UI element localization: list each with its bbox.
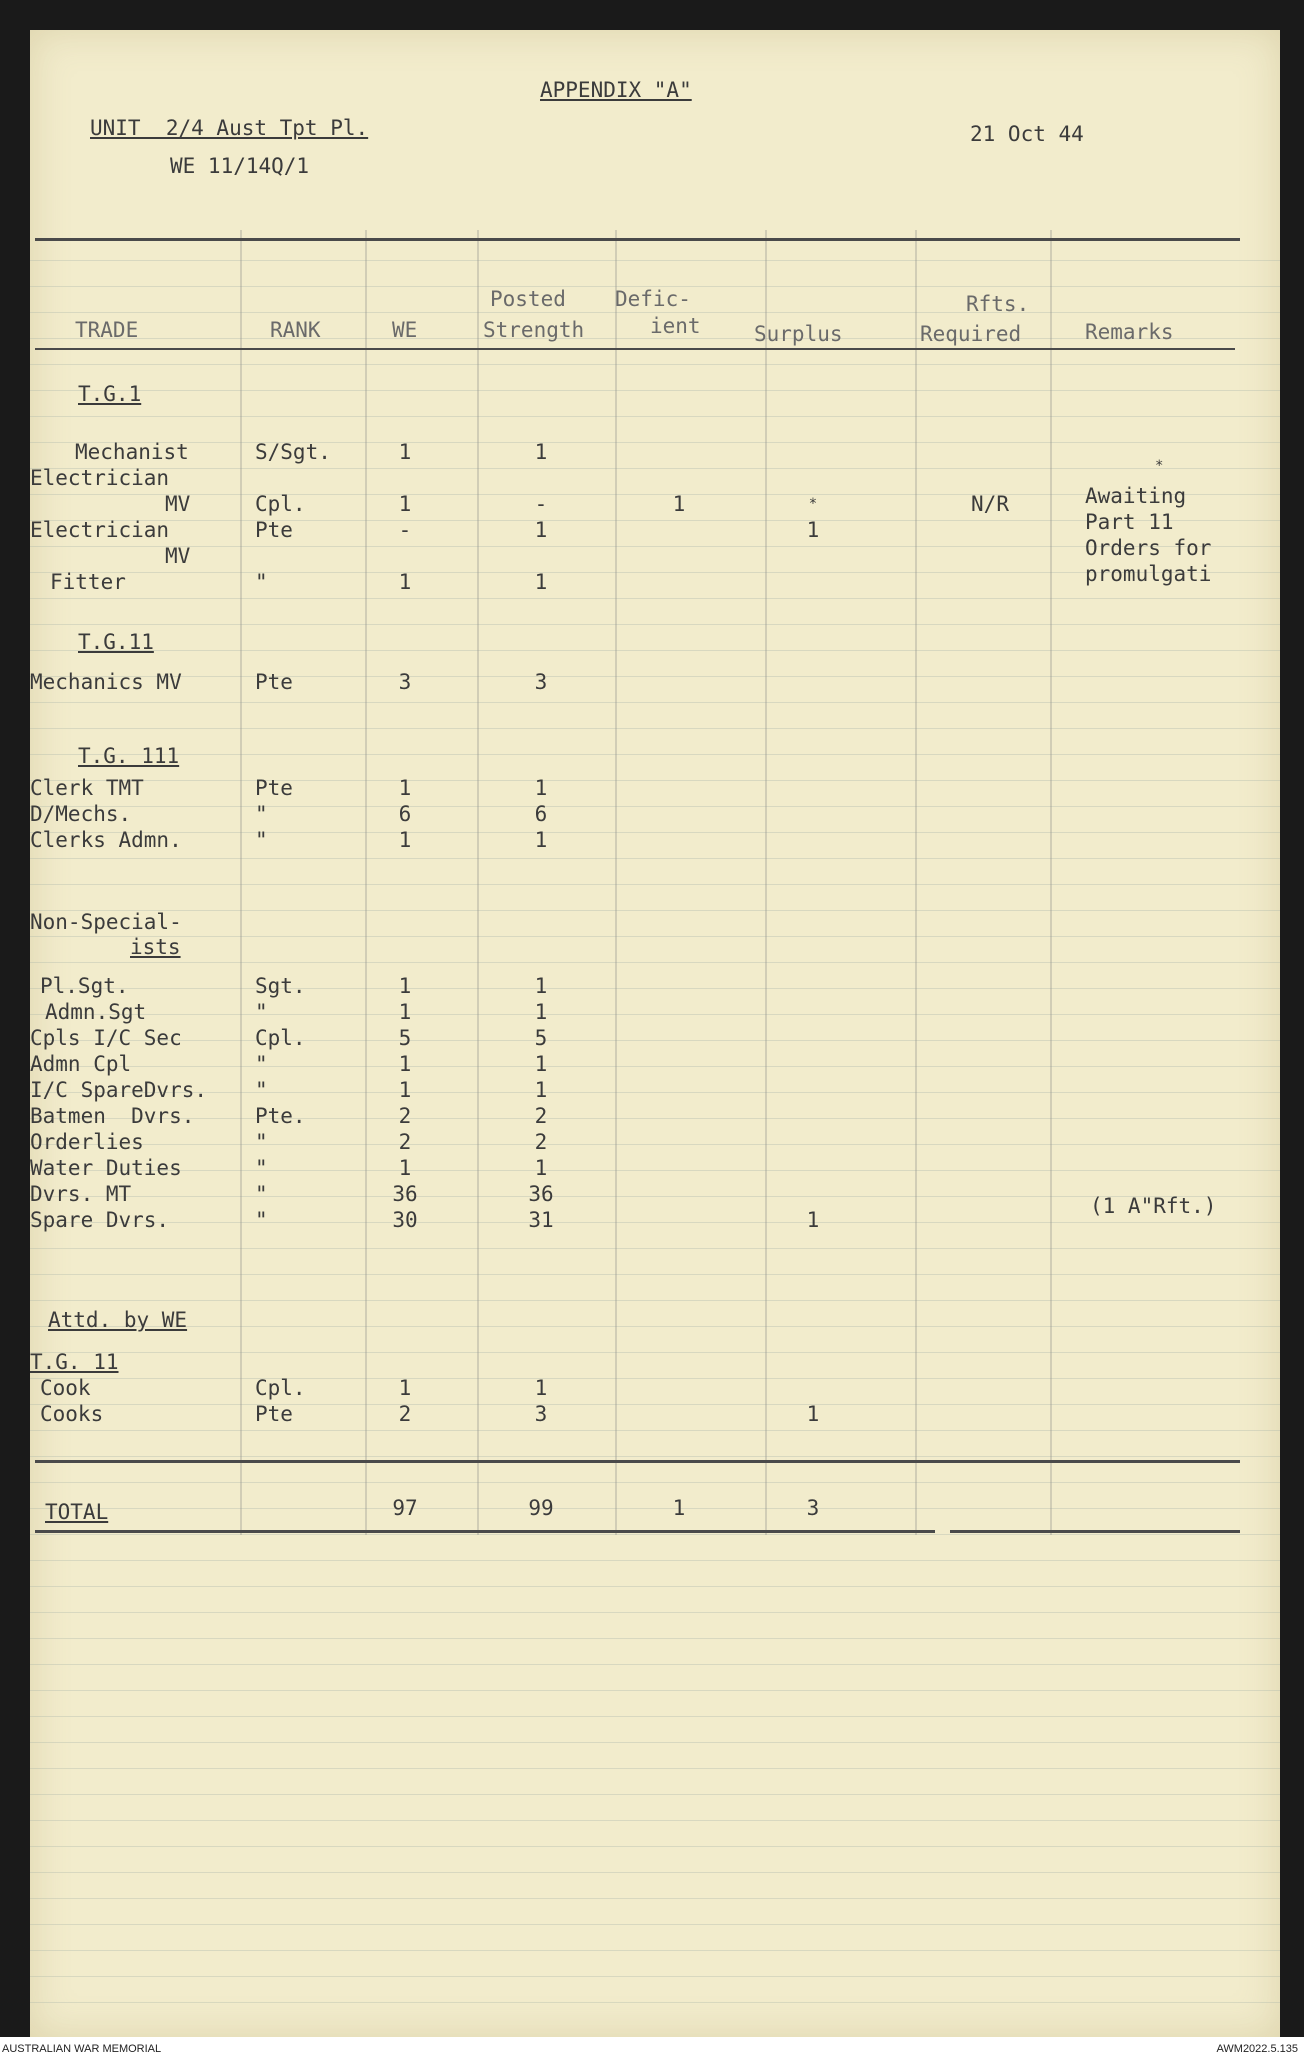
cell-rank: Pte. [255, 1104, 306, 1128]
cell-posted: 1 [534, 570, 548, 594]
ruled-line [30, 1014, 1280, 1015]
total-rule-top [35, 1460, 1240, 1463]
ruled-line [30, 2002, 1280, 2003]
ruled-line [30, 1066, 1280, 1067]
section-attd-by-we: Attd. by WE [48, 1308, 188, 1332]
col-surplus: Surplus [754, 322, 843, 346]
column-divider [240, 230, 242, 1535]
column-divider [477, 230, 479, 1535]
cell-we: 1 [398, 1000, 412, 1024]
ruled-line [30, 806, 1280, 807]
cell-trade: Admn.Sgt [45, 1000, 147, 1024]
cell-trade: Cooks [40, 1402, 104, 1426]
cell-rank: Pte [255, 518, 293, 542]
cell-trade: Spare Dvrs. [30, 1208, 170, 1232]
cell-posted: 2 [534, 1104, 548, 1128]
cell-trade: Admn Cpl [30, 1052, 132, 1076]
ruled-line [30, 1040, 1280, 1041]
cell-trade: D/Mechs. [30, 802, 132, 826]
ruled-line [30, 702, 1280, 703]
col-defic: Defic- [615, 287, 691, 311]
remark-line: Awaiting [1085, 484, 1187, 508]
ruled-line [30, 1378, 1280, 1379]
ruled-line [30, 988, 1280, 989]
cell-we: 1 [398, 570, 412, 594]
section-tg111: T.G. 111 [78, 744, 180, 768]
header-rule [35, 348, 1235, 350]
unit-label: UNIT 2/4 Aust Tpt Pl. [90, 116, 369, 140]
cell-posted: 3 [534, 1402, 548, 1426]
cell-trade: MV [165, 492, 191, 516]
document-page [30, 30, 1280, 2037]
cell-posted: - [534, 492, 548, 516]
cell-we: 1 [398, 1156, 412, 1180]
ruled-line [30, 1846, 1280, 1847]
cell-we: 1 [398, 492, 412, 516]
cell-rank: " [255, 1208, 268, 1232]
ruled-line [30, 1924, 1280, 1925]
footer-right: AWM2022.5.135 [1216, 2043, 1298, 2055]
ruled-line [30, 728, 1280, 729]
cell-rank: Pte [255, 1402, 293, 1426]
cell-we: 1 [398, 440, 412, 464]
cell-trade: MV [165, 544, 191, 568]
cell-rank: " [255, 828, 268, 852]
cell-we: 3 [398, 670, 412, 694]
ruled-line [30, 962, 1280, 963]
ruled-line [30, 884, 1280, 885]
ruled-line [30, 1742, 1280, 1743]
ruled-line [30, 1690, 1280, 1691]
cell-we: - [398, 518, 412, 542]
column-divider [915, 230, 917, 1535]
cell-trade: Dvrs. MT [30, 1182, 132, 1206]
cell-deficient: 1 [672, 492, 686, 516]
ruled-line [30, 650, 1280, 651]
cell-trade: Cpls I/C Sec [30, 1026, 182, 1050]
ruled-line [30, 624, 1280, 625]
ruled-line [30, 832, 1280, 833]
cell-trade: Electrician [30, 466, 170, 490]
cell-posted: 6 [534, 802, 548, 826]
cell-rank: Cpl. [255, 1376, 306, 1400]
we-reference: WE 11/14Q/1 [170, 154, 310, 178]
total-posted: 99 [528, 1496, 554, 1520]
cell-rfts-required: N/R [971, 492, 1009, 516]
column-divider [1050, 230, 1052, 1535]
cell-posted: 1 [534, 1376, 548, 1400]
cell-rank: " [255, 1156, 268, 1180]
col-rank: RANK [270, 318, 321, 342]
remark-line: Part 11 [1085, 510, 1174, 534]
ruled-line [30, 1820, 1280, 1821]
cell-we: 1 [398, 1078, 412, 1102]
cell-rank: " [255, 802, 268, 826]
ruled-line [30, 1430, 1280, 1431]
ruled-line [30, 364, 1280, 365]
cell-rank: " [255, 1182, 268, 1206]
ruled-line [30, 1222, 1280, 1223]
ruled-line [30, 1326, 1280, 1327]
section-tg11-attd: T.G. 11 [30, 1350, 119, 1374]
cell-rank: " [255, 1000, 268, 1024]
cell-trade: Electrician [30, 518, 170, 542]
cell-we: 1 [398, 776, 412, 800]
cell-posted: 1 [534, 776, 548, 800]
top-rule [35, 238, 1240, 241]
ruled-line [30, 1352, 1280, 1353]
ruled-line [30, 1898, 1280, 1899]
column-divider [365, 230, 367, 1535]
cell-posted: 1 [534, 1156, 548, 1180]
archive-footer [0, 2037, 1304, 2061]
ruled-line [30, 1144, 1280, 1145]
ruled-line [30, 1638, 1280, 1639]
ruled-line [30, 1950, 1280, 1951]
col-rfts: Rfts. [966, 292, 1030, 316]
total-label: TOTAL [45, 1500, 109, 1524]
cell-we: 36 [392, 1182, 418, 1206]
ruled-line [30, 1300, 1280, 1301]
cell-rank: " [255, 570, 268, 594]
total-we: 97 [392, 1496, 418, 1520]
cell-posted: 1 [534, 1078, 548, 1102]
col-remarks: Remarks [1085, 320, 1174, 344]
cell-posted: 5 [534, 1026, 548, 1050]
ruled-line [30, 1872, 1280, 1873]
remark-spare-dvrs: (1 A"Rft.) [1090, 1194, 1217, 1218]
total-surplus: 3 [806, 1496, 820, 1520]
cell-surplus: * [808, 496, 818, 512]
cell-posted: 1 [534, 440, 548, 464]
section-nonspecialists-cont: ists [130, 935, 181, 959]
cell-we: 1 [398, 828, 412, 852]
section-nonspecialists: Non-Special- [30, 910, 182, 934]
cell-trade: Fitter [50, 570, 126, 594]
ruled-line [30, 1664, 1280, 1665]
cell-posted: 2 [534, 1130, 548, 1154]
cell-rank: Sgt. [255, 974, 306, 998]
total-deficient: 1 [672, 1496, 686, 1520]
cell-we: 2 [398, 1104, 412, 1128]
cell-posted: 1 [534, 1052, 548, 1076]
col-strength: Strength [483, 318, 585, 342]
cell-surplus: 1 [806, 1402, 820, 1426]
ruled-line [30, 1092, 1280, 1093]
ruled-line [30, 468, 1280, 469]
cell-we: 1 [398, 1376, 412, 1400]
appendix-title: APPENDIX "A" [540, 78, 692, 102]
ruled-line [30, 1794, 1280, 1795]
ruled-line [30, 1716, 1280, 1717]
cell-we: 6 [398, 802, 412, 826]
cell-rank: Cpl. [255, 492, 306, 516]
ruled-line [30, 1456, 1280, 1457]
remark-asterisk: * [1155, 458, 1164, 474]
ruled-line [30, 936, 1280, 937]
cell-rank: Cpl. [255, 1026, 306, 1050]
total-rule-bottom-right [950, 1530, 1240, 1533]
ruled-line [30, 1482, 1280, 1483]
ruled-line [30, 598, 1280, 599]
ruled-line [30, 416, 1280, 417]
ruled-line [30, 260, 1280, 261]
cell-rank: Pte [255, 776, 293, 800]
ruled-line [30, 442, 1280, 443]
cell-posted: 1 [534, 828, 548, 852]
cell-posted: 1 [534, 518, 548, 542]
ruled-line [30, 1534, 1280, 1535]
cell-surplus: 1 [806, 518, 820, 542]
ruled-line [30, 858, 1280, 859]
date-label: 21 Oct 44 [970, 122, 1084, 146]
cell-trade: Clerk TMT [30, 776, 144, 800]
ruled-line [30, 910, 1280, 911]
section-tg1: T.G.1 [78, 382, 142, 406]
ruled-line [30, 312, 1280, 313]
footer-left: AUSTRALIAN WAR MEMORIAL [2, 2043, 162, 2055]
ruled-line [30, 1248, 1280, 1249]
cell-trade: Water Duties [30, 1156, 182, 1180]
ruled-line [30, 1586, 1280, 1587]
cell-we: 2 [398, 1402, 412, 1426]
cell-rank: S/Sgt. [255, 440, 331, 464]
total-rule-bottom [35, 1530, 935, 1533]
cell-trade: Mechanics MV [30, 670, 182, 694]
cell-trade: I/C SpareDvrs. [30, 1078, 208, 1102]
ruled-line [30, 1560, 1280, 1561]
col-posted: Posted [490, 287, 566, 311]
cell-we: 30 [392, 1208, 418, 1232]
cell-rank: " [255, 1130, 268, 1154]
cell-surplus: 1 [806, 1208, 820, 1232]
cell-rank: " [255, 1078, 268, 1102]
column-divider [615, 230, 617, 1535]
cell-trade: Mechanist [75, 440, 189, 464]
column-divider [765, 230, 767, 1535]
cell-we: 2 [398, 1130, 412, 1154]
ruled-line [30, 780, 1280, 781]
cell-trade: Batmen Dvrs. [30, 1104, 195, 1128]
section-tg11: T.G.11 [78, 630, 154, 654]
cell-we: 5 [398, 1026, 412, 1050]
ruled-line [30, 1170, 1280, 1171]
cell-rank: Pte [255, 670, 293, 694]
cell-we: 1 [398, 974, 412, 998]
remark-line: promulgati [1085, 562, 1212, 586]
col-ient: ient [650, 314, 701, 338]
ruled-line [30, 1976, 1280, 1977]
cell-rank: " [255, 1052, 268, 1076]
col-required: Required [920, 322, 1022, 346]
cell-trade: Cook [40, 1376, 91, 1400]
ruled-line [30, 1118, 1280, 1119]
cell-trade: Clerks Admn. [30, 828, 182, 852]
ruled-line [30, 676, 1280, 677]
ruled-line [30, 754, 1280, 755]
remark-line: Orders for [1085, 536, 1212, 560]
cell-posted: 36 [528, 1182, 554, 1206]
ruled-line [30, 1768, 1280, 1769]
ruled-line [30, 1404, 1280, 1405]
cell-we: 1 [398, 1052, 412, 1076]
cell-posted: 3 [534, 670, 548, 694]
cell-posted: 1 [534, 1000, 548, 1024]
col-trade: TRADE [75, 318, 139, 342]
cell-posted: 1 [534, 974, 548, 998]
cell-trade: Pl.Sgt. [40, 974, 129, 998]
ruled-line [30, 1612, 1280, 1613]
cell-posted: 31 [528, 1208, 554, 1232]
ruled-line [30, 1274, 1280, 1275]
ruled-line [30, 390, 1280, 391]
col-we: WE [392, 318, 418, 342]
cell-trade: Orderlies [30, 1130, 144, 1154]
